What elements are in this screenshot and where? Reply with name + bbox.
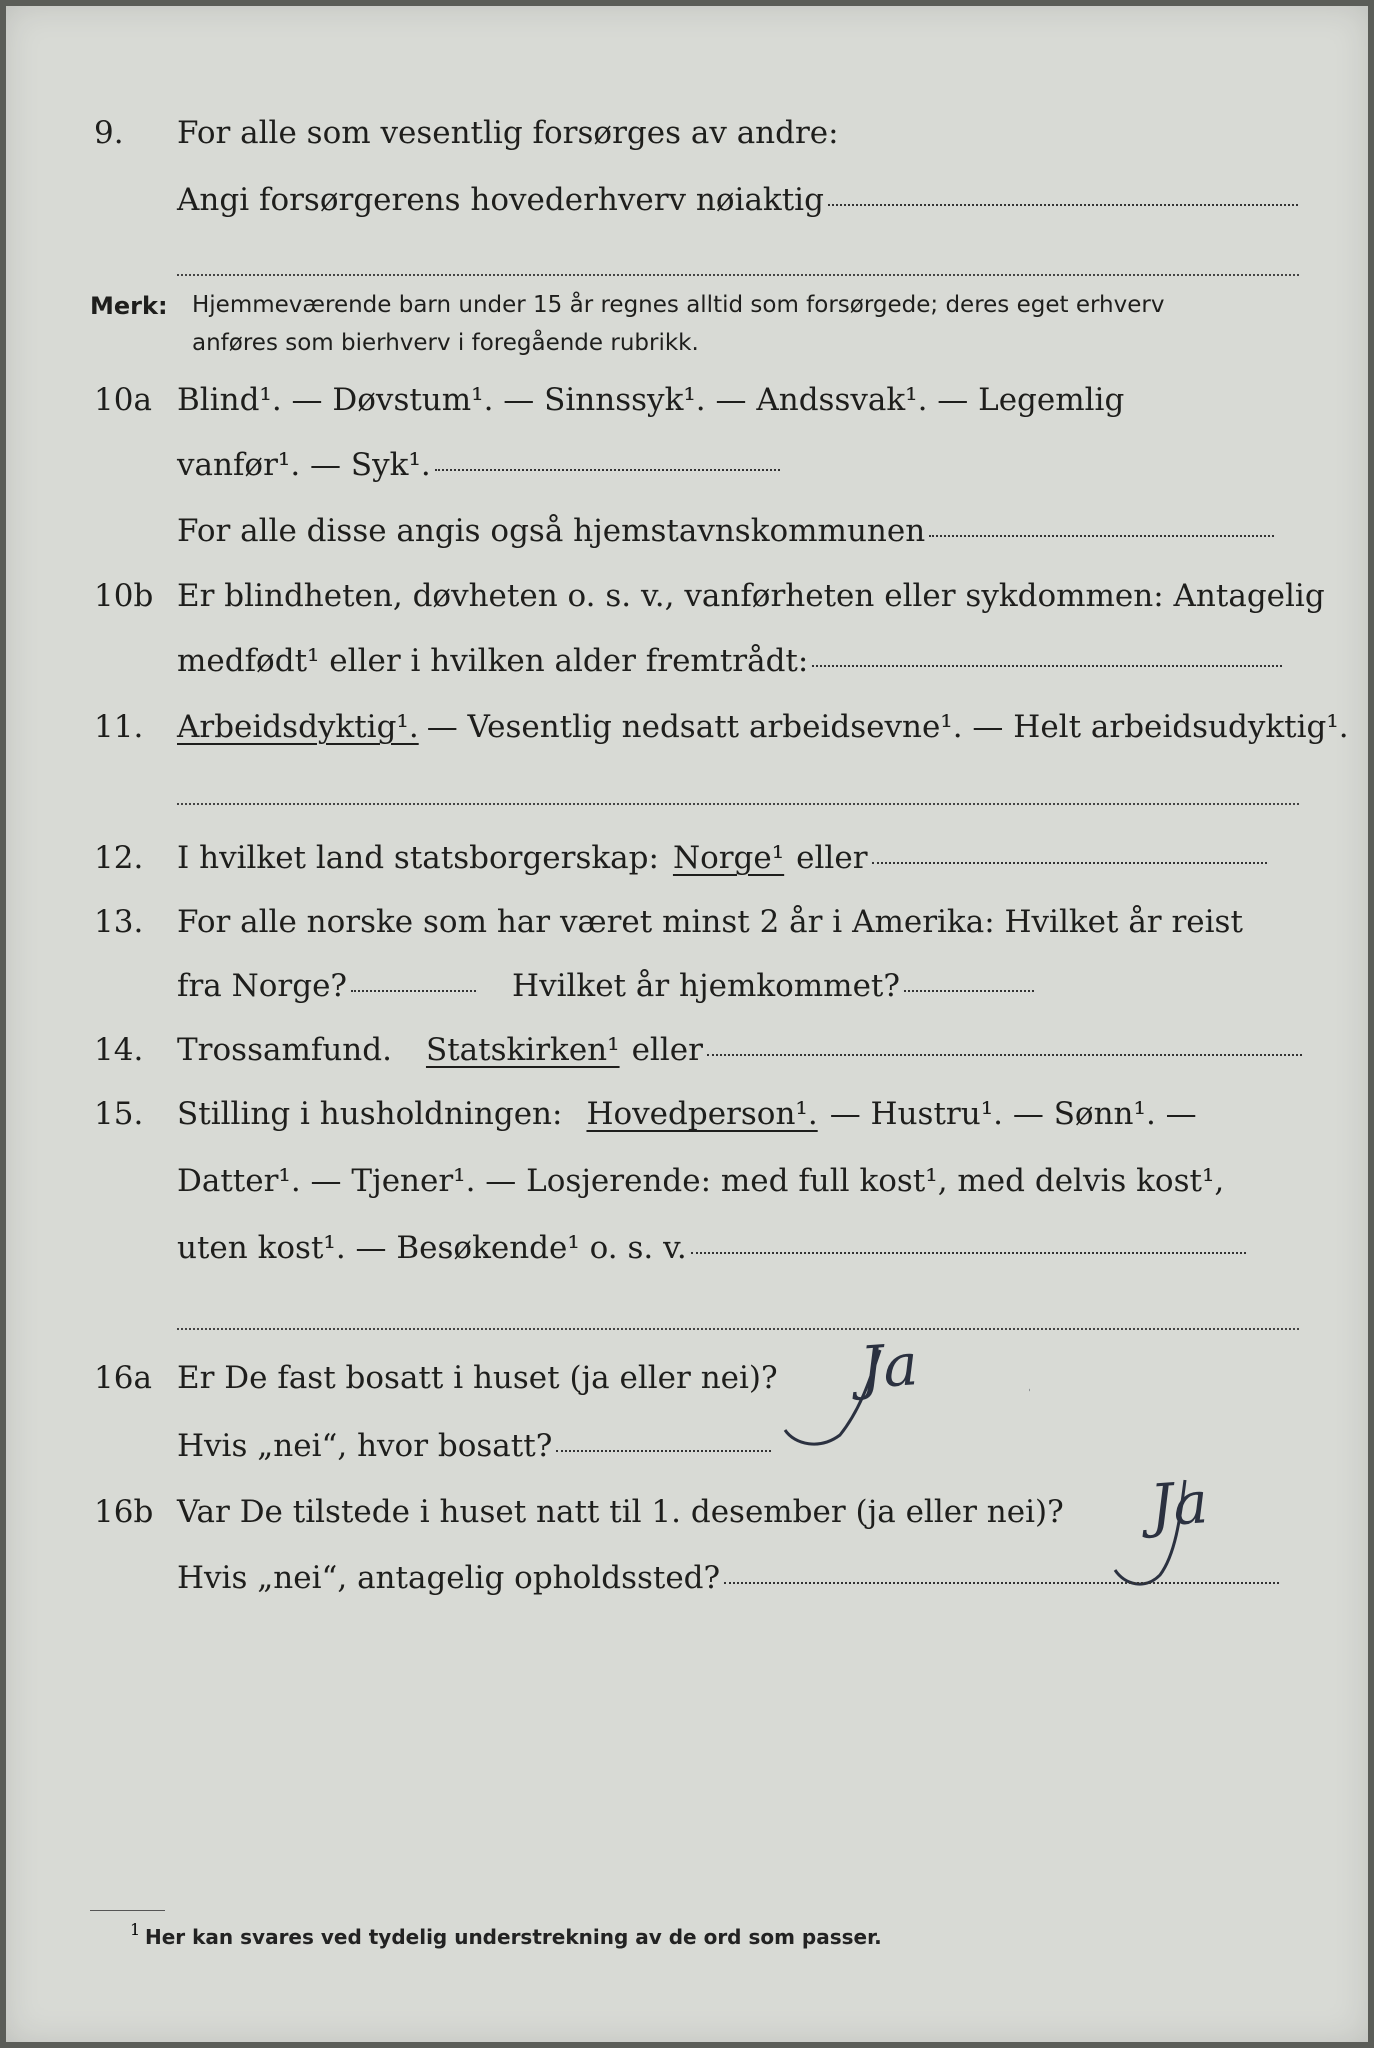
q16a-pen-dot [1030, 1388, 1031, 1393]
q16b-text2: Hvis „nei“, antagelig opholdssted? [177, 1560, 721, 1596]
q12-option-norge[interactable]: Norge¹ [672, 840, 785, 876]
q10a-text1: Blind¹. — Døvstum¹. — Sinnssyk¹. — Andssvak¹. — Legemlig [177, 382, 1125, 418]
q16a-text1: Er De fast bosatt i huset (ja eller nei)? [177, 1360, 778, 1396]
q14-eller: eller [631, 1032, 703, 1068]
q16a-number: 16a [94, 1360, 152, 1396]
q16b-handwritten-answer[interactable]: Ja [1147, 1468, 1211, 1540]
q15-text3: uten kost¹. — Besøkende¹ o. s. v. [177, 1230, 687, 1266]
q15-answer-field[interactable] [691, 1252, 1246, 1254]
q9-text2: Angi forsørgerens hovederhverv nøiaktig [177, 182, 824, 218]
q10b-text2: medfødt¹ eller i hvilken alder fremtrådt: [177, 643, 809, 679]
q10a-answer-field[interactable] [435, 469, 780, 471]
q16a-text2: Hvis „nei“, hvor bosatt? [177, 1428, 553, 1464]
q12-answer-field[interactable] [872, 862, 1267, 864]
q10b-text1: Er blindheten, døvheten o. s. v., vanførheten eller sykdommen: Antagelig [177, 578, 1325, 614]
q10a-text2: vanfør¹. — Syk¹. [177, 447, 431, 483]
q15-answer-line2[interactable] [177, 1328, 1299, 1330]
q11-answer-line[interactable] [177, 803, 1299, 805]
q13-reist-field[interactable] [351, 990, 476, 992]
q11-number: 11. [94, 709, 144, 745]
q9-answer-line2[interactable] [177, 274, 1299, 276]
q10b-number: 10b [94, 578, 154, 614]
q16a-pen-stroke [785, 1350, 880, 1444]
merk-text2: anføres som bierhverv i foregående rubrikk. [192, 330, 699, 356]
q16b-text1: Var De tilstede i huset natt til 1. desember (ja eller nei)? [177, 1494, 1064, 1530]
q13-text2b: Hvilket år hjemkommet? [512, 968, 901, 1004]
q16a-handwriting-strokes [770, 1340, 1030, 1460]
q13-text2a: fra Norge? [177, 968, 348, 1004]
q14-text: Trossamfund. [177, 1032, 392, 1068]
q13-number: 13. [94, 904, 144, 940]
q16b-number: 16b [94, 1494, 154, 1530]
q16a-handwritten-answer[interactable]: Ja [857, 1330, 921, 1402]
q10a-hjemstavn-field[interactable] [929, 535, 1274, 537]
q15-option-hovedperson[interactable]: Hovedperson¹. [586, 1096, 818, 1132]
q14-option-statskirken[interactable]: Statskirken¹ [425, 1032, 620, 1068]
q14-answer-field[interactable] [707, 1054, 1302, 1056]
q13-hjemkommet-field[interactable] [904, 990, 1034, 992]
q16b-opholdssted-field[interactable] [724, 1582, 1279, 1584]
q10a-text3: For alle disse angis også hjemstavnskommunen [177, 513, 926, 549]
footnote-text: Her kan svares ved tydelig understrekning av de ord som passer. [145, 1925, 882, 1949]
q15-text2: Datter¹. — Tjener¹. — Losjerende: med full kost¹, med delvis kost¹, [177, 1163, 1225, 1199]
q12-number: 12. [94, 840, 144, 876]
q9-answer-field[interactable] [828, 204, 1298, 206]
q13-text1: For alle norske som har været minst 2 år i Amerika: Hvilket år reist [177, 904, 1243, 940]
q9-number: 9. [94, 115, 124, 151]
q14-number: 14. [94, 1032, 144, 1068]
q15-rest1: — Hustru¹. — Sønn¹. — [829, 1096, 1197, 1132]
q9-text1: For alle som vesentlig forsørges av andre: [177, 115, 839, 151]
q12-eller: eller [796, 840, 868, 876]
q11-option-arbeidsdyktig[interactable]: Arbeidsdyktig¹. [177, 709, 419, 745]
q10a-number: 10a [94, 382, 152, 418]
q11-rest: — Vesentlig nedsatt arbeidsevne¹. — Helt arbeidsudyktig¹. [426, 709, 1349, 745]
q15-number: 15. [94, 1096, 144, 1132]
footnote-rule [90, 1910, 165, 1911]
q16a-bosatt-field[interactable] [556, 1450, 771, 1452]
q15-text: Stilling i husholdningen: [177, 1096, 563, 1132]
merk-text1: Hjemmeværende barn under 15 år regnes alltid som forsørgede; deres eget erhverv [192, 292, 1165, 318]
q10b-answer-field[interactable] [812, 665, 1282, 667]
q12-text: I hvilket land statsborgerskap: [177, 840, 659, 876]
footnote-mark: 1 [130, 1920, 141, 1939]
merk-label: Merk: [90, 292, 168, 320]
